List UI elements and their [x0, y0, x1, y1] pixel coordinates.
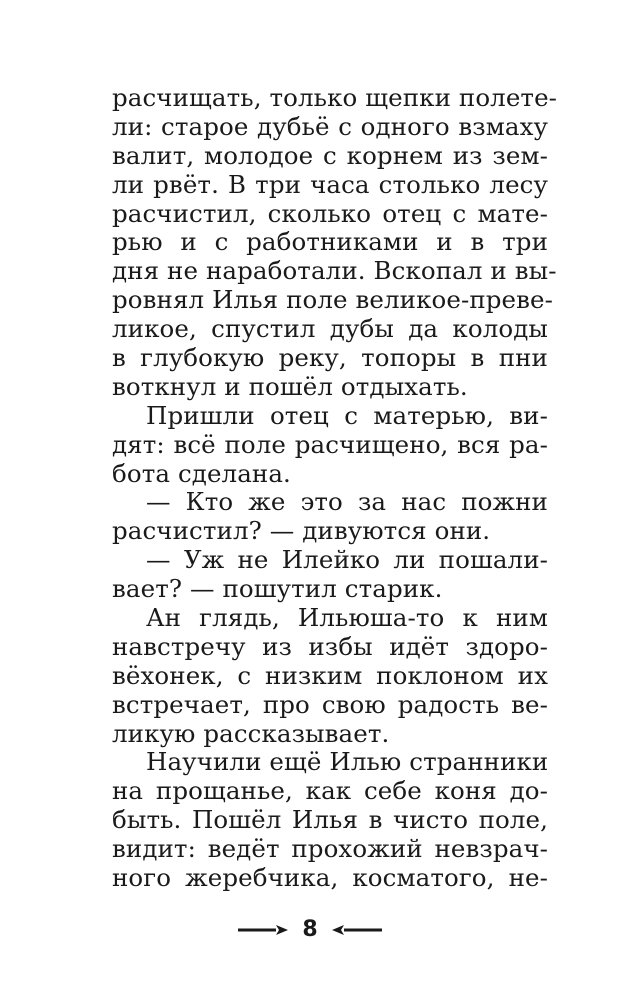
- text-line: ли: старое дубьё с одного взмаху: [112, 111, 548, 141]
- text-line: ровнял Илья поле великое-преве-: [112, 285, 554, 315]
- text-line: расчистил, сколько отец с мате-: [112, 198, 548, 228]
- text-line: дня не наработали. Вскопал и вы-: [112, 256, 557, 286]
- text-line: Ан глядь, Ильюша-то к ним: [146, 603, 548, 632]
- text-line: рью и с работниками и в три: [112, 227, 548, 257]
- page-number-footer: [0, 912, 620, 948]
- text-line: Научили ещё Илью странники: [146, 747, 549, 777]
- text-line: — Уж не Илейко ли пошали-: [146, 545, 548, 575]
- text-line: расчистил? — дивуются они.: [112, 516, 491, 546]
- page-number: 8: [302, 917, 318, 942]
- text-line: ного жеребчика, косматого, не-: [112, 863, 548, 892]
- text-line: в глубокую реку, топоры в пни: [112, 343, 548, 372]
- text-line: воткнул и пошёл отдыхать.: [112, 371, 468, 401]
- text-line: навстречу из избы идёт здоро-: [112, 631, 548, 661]
- text-line: видит: ведёт прохожий невзрач-: [112, 834, 548, 864]
- text-line: валит, молодое с корнем из зем-: [112, 140, 548, 170]
- text-line: ликую рассказывает.: [112, 718, 390, 748]
- text-line: Пришли отец с матерью, ви-: [146, 400, 548, 430]
- text-line: расчищать, только щепки полете-: [112, 83, 558, 112]
- left-ornament-icon: [238, 924, 288, 936]
- text-line: вёхонек, с низким поклоном их: [112, 660, 548, 690]
- text-line: дят: всё поле расчищено, вся ра-: [112, 429, 548, 459]
- text-line: ли рвёт. В три часа столько лесу: [112, 169, 548, 199]
- right-ornament-icon: [332, 924, 382, 936]
- text-line: быть. Пошёл Илья в чисто поле,: [112, 805, 548, 835]
- text-line: вает? — пошутил старик.: [112, 574, 443, 604]
- text-line: ликое, спустил дубы да колоды: [112, 314, 548, 344]
- text-line: бота сделана.: [112, 458, 291, 488]
- text-line: — Кто же это за нас пожни: [146, 487, 548, 517]
- text-line: встречает, про свою радость ве-: [112, 689, 548, 719]
- text-line: на прощанье, как себе коня до-: [112, 776, 548, 806]
